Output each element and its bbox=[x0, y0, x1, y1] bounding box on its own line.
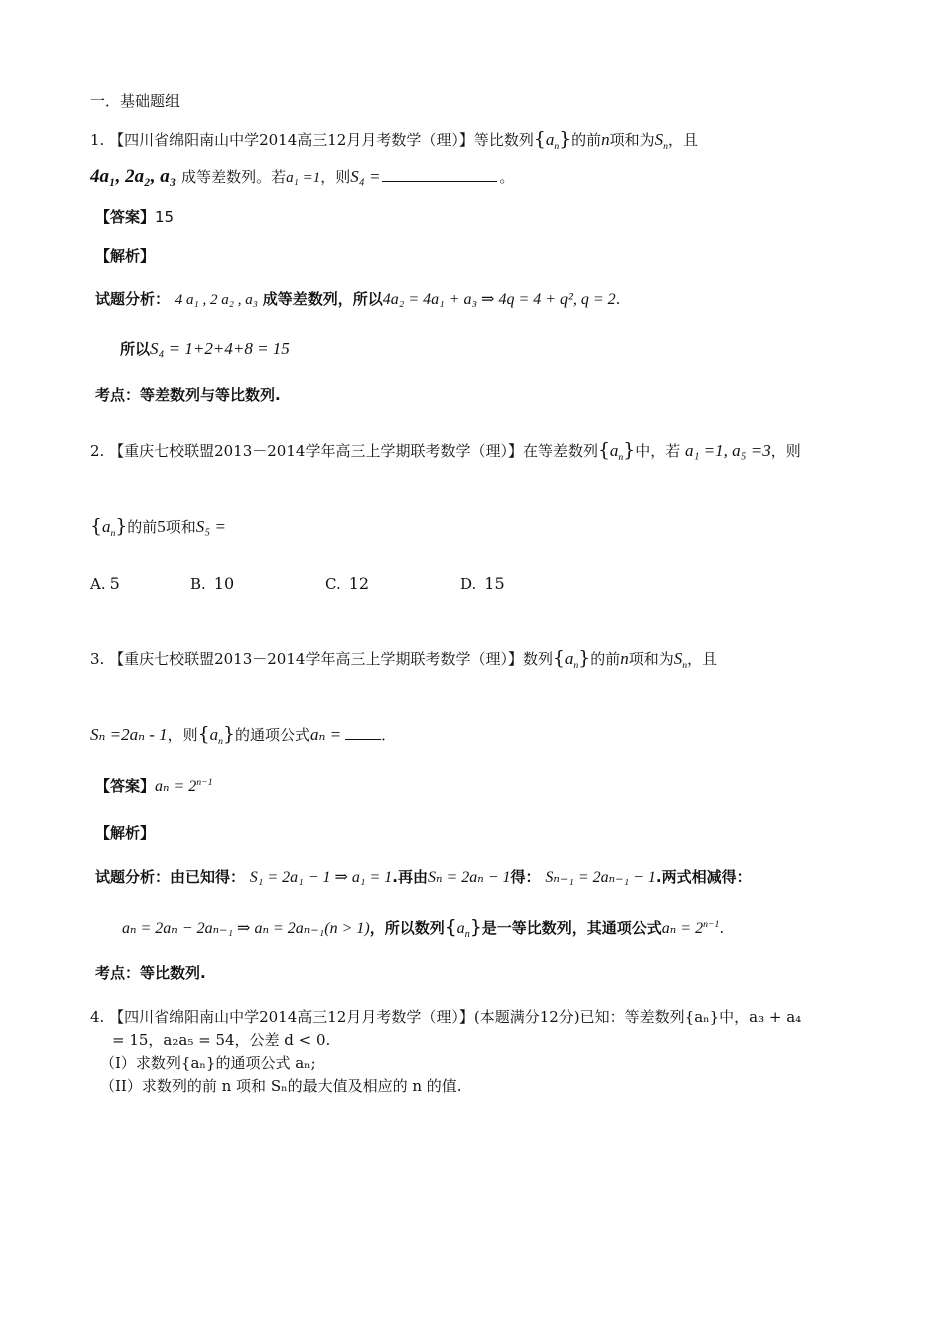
q1-analysis-end: . bbox=[615, 290, 621, 308]
q3-line2-a: ，则 bbox=[167, 726, 198, 744]
q4-line1-text: (本题满分12分)已知：等差数列{aₙ}中，a₃ + a₄ bbox=[473, 1008, 802, 1026]
q4-line2: = 15，a₂a₅ = 54，公差 d < 0. bbox=[112, 1031, 331, 1049]
q1-so-math: S₄ = 1+2+4+8 = 15 bbox=[150, 339, 290, 358]
q4-part1: （I）求数列{aₙ}的通项公式 aₙ; bbox=[100, 1054, 316, 1072]
q4-part2: （II）求数列的前 n 项和 Sₙ的最大值及相应的 n 的值. bbox=[100, 1077, 462, 1095]
q1-stem-a: 等比数列 bbox=[473, 131, 534, 149]
q2-seq-2: a bbox=[101, 517, 111, 536]
q3-stem-c: 项和为 bbox=[628, 650, 674, 668]
q2-option-a-value: 5 bbox=[109, 574, 120, 593]
q2-option-a-letter: A. bbox=[90, 575, 106, 593]
q1-answer bbox=[95, 206, 174, 227]
q3-cond: Sₙ =2aₙ - 1 bbox=[90, 725, 168, 744]
q2-option-d-value: 15 bbox=[484, 574, 505, 593]
q3-analysis-m1: S₁ = 2a₁ − 1 ⇒ a₁ = 1 bbox=[249, 869, 393, 886]
q1-analysis-terms: 4 a₁ , 2 a₂ , a₃ bbox=[174, 292, 258, 308]
q2-ask: S₅ = bbox=[195, 517, 226, 536]
q3-analysis-line2: aₙ = 2aₙ − 2aₙ₋₁ ⇒ aₙ = 2aₙ₋₁(n > 1)，所以数列$\{a_n\}$是一等比数列，其通项公式$a_n = 2^{n-1}$. bbox=[122, 917, 725, 941]
q3-answer-label: 【答案】 bbox=[95, 777, 156, 795]
q1-line2 bbox=[90, 166, 514, 188]
q1-number: 1. bbox=[90, 131, 105, 149]
q4-line1 bbox=[90, 1006, 801, 1027]
q4-number: 4. bbox=[90, 1008, 105, 1026]
q3-analysis-t3: .两式相减得： bbox=[655, 868, 752, 886]
q1-analysis-mid: 成等差数列，所以 bbox=[262, 290, 383, 308]
q3-answer-exp: n−1 bbox=[196, 777, 213, 788]
q3-analysis-m2: Sₙ = 2aₙ − 1 bbox=[427, 869, 511, 886]
q1-line1: 1. 【四川省绵阳南山中学2014高三12月月考数学（理）】等比数列$\{a_n\}$的前n项和为$S_n$，且 bbox=[90, 129, 699, 152]
q1-S-sub: n bbox=[663, 141, 669, 152]
q1-stem-b: 的前 bbox=[571, 131, 602, 149]
q2-line1: 2. 【重庆七校联盟2013－2014学年高三上学期联考数学（理）】在等差数列$\{a_n\}$中，若 a₁ =1, a₅ =3，则 bbox=[90, 440, 801, 463]
q3-kaodian: 考点：等比数列. bbox=[95, 964, 206, 982]
q3-stem-d: ，且 bbox=[687, 650, 718, 668]
q1-analysis-label: 【解析】 bbox=[95, 247, 156, 265]
q1-ask: S₄ = bbox=[350, 167, 381, 186]
q1-so bbox=[120, 338, 290, 359]
q2-option-d-letter: D. bbox=[460, 575, 477, 593]
q2-line2-b: 项和 bbox=[165, 518, 196, 536]
q3-stem-b: 的前 bbox=[590, 650, 621, 668]
q1-seq: a bbox=[545, 130, 555, 149]
q3-line2-b: 的通项公式 bbox=[234, 726, 310, 744]
q3-line2-m1: aₙ = 2aₙ − 2aₙ₋₁ ⇒ aₙ = 2aₙ₋₁(n > 1) bbox=[122, 920, 370, 937]
q3-answer-base: aₙ = 2 bbox=[155, 778, 197, 795]
q3-line1: 3. 【重庆七校联盟2013－2014学年高三上学期联考数学（理）】数列$\{a_n\}$的前n项和为$S_n$，且 bbox=[90, 648, 718, 671]
q3-analysis-t2: 得： bbox=[510, 868, 541, 886]
q1-cond: a₁ =1 bbox=[286, 170, 321, 186]
q3-analysis-m3: Sₙ₋₁ = 2aₙ₋₁ − 1 bbox=[545, 869, 656, 886]
q2-number: 2. bbox=[90, 442, 105, 460]
q2-stem-b: 中，若 bbox=[635, 442, 681, 460]
q2-stem-a: 在等差数列 bbox=[522, 442, 598, 460]
q3-line2-m2: aₙ = 2 bbox=[661, 920, 704, 937]
q3-S: S bbox=[673, 649, 683, 668]
q1-answer-label: 【答案】 bbox=[95, 208, 156, 226]
q2-line2: $\{a_n\}$的前5项和S₅ = bbox=[90, 516, 226, 539]
q3-line2-exp: n−1 bbox=[703, 919, 720, 930]
q3-end: ． bbox=[381, 726, 397, 744]
q2-stem-c: ，则 bbox=[770, 442, 801, 460]
q2-option-b-letter: B. bbox=[190, 575, 206, 593]
q1-answer-blank bbox=[382, 167, 497, 182]
q1-n: n bbox=[601, 130, 610, 149]
q3-line2-t1: ，所以数列 bbox=[369, 919, 445, 937]
q2-option-c-letter: C. bbox=[325, 575, 341, 593]
q1-then: ，则 bbox=[320, 168, 351, 186]
q3-answer-blank bbox=[345, 730, 381, 740]
q1-analysis-math: 4a₂ = 4a₁ + a₃ ⇒ 4q = 4 + q², q = 2 bbox=[382, 291, 616, 308]
q2-option-b-value: 10 bbox=[213, 574, 235, 593]
q2-option-a bbox=[90, 574, 120, 593]
q3-seq-sub: n bbox=[573, 660, 579, 671]
q2-cond: a₁ =1, a₅ =3 bbox=[685, 441, 771, 460]
q1-kaodian: 考点：等差数列与等比数列. bbox=[95, 386, 281, 404]
q3-seq: a bbox=[564, 649, 574, 668]
q2-seq-sub-2: n bbox=[110, 528, 116, 539]
q2-option-c-value: 12 bbox=[348, 574, 370, 593]
q3-line2-end: . bbox=[719, 919, 725, 937]
q3-n: n bbox=[620, 649, 629, 668]
q1-stem-d: ，且 bbox=[668, 131, 699, 149]
q3-line2-t2: 是一等比数列，其通项公式 bbox=[481, 919, 662, 937]
q1-analysis-prefix: 试题分析： bbox=[95, 290, 171, 308]
q2-option-c bbox=[325, 574, 369, 593]
q1-line2-mid: 成等差数列。若 bbox=[181, 168, 287, 186]
q3-line2: Sₙ =2aₙ - 1，则$\{a_n\}$的通项公式aₙ = ． bbox=[90, 724, 397, 747]
q1-terms: 4a₁, 2a₂, a₃ bbox=[90, 166, 177, 187]
q3-stem-a: 数列 bbox=[522, 650, 553, 668]
q1-so-prefix: 所以 bbox=[120, 340, 151, 358]
q1-seq-sub: n bbox=[554, 141, 560, 152]
q3-ask: aₙ = bbox=[309, 725, 342, 744]
q2-source: 【重庆七校联盟2013－2014学年高三上学期联考数学（理）】 bbox=[109, 442, 523, 460]
q2-line2-a: 的前 bbox=[127, 518, 158, 536]
q3-analysis-prefix: 试题分析：由已知得： bbox=[95, 868, 246, 886]
q3-seq-2: a bbox=[209, 725, 219, 744]
q2-option-b bbox=[190, 574, 234, 593]
q2-five: 5 bbox=[157, 517, 166, 536]
q3-analysis-line1 bbox=[95, 866, 752, 887]
q3-answer bbox=[95, 775, 213, 796]
q1-end: 。 bbox=[499, 168, 515, 186]
q2-option-d bbox=[460, 574, 505, 593]
q1-answer-value: 15 bbox=[155, 208, 175, 226]
q4-source: 【四川省绵阳南山中学2014高三12月月考数学（理）】 bbox=[109, 1008, 474, 1026]
q3-source: 【重庆七校联盟2013－2014学年高三上学期联考数学（理）】 bbox=[109, 650, 523, 668]
q3-analysis-label: 【解析】 bbox=[95, 824, 156, 842]
q1-stem-c: 项和为 bbox=[609, 131, 655, 149]
section-title: 一．基础题组 bbox=[90, 92, 181, 110]
q2-seq-sub: n bbox=[618, 452, 624, 463]
q1-source: 【四川省绵阳南山中学2014高三12月月考数学（理）】 bbox=[109, 131, 474, 149]
q3-S-sub: n bbox=[682, 660, 688, 671]
q3-analysis-t1: .再由 bbox=[392, 868, 428, 886]
q2-seq: a bbox=[609, 441, 619, 460]
q3-number: 3. bbox=[90, 650, 105, 668]
q3-seq-sub-2: n bbox=[218, 736, 223, 747]
q1-S: S bbox=[654, 130, 664, 149]
q1-analysis bbox=[95, 288, 620, 309]
q3-line2-seq: $a_n$ bbox=[456, 920, 470, 941]
